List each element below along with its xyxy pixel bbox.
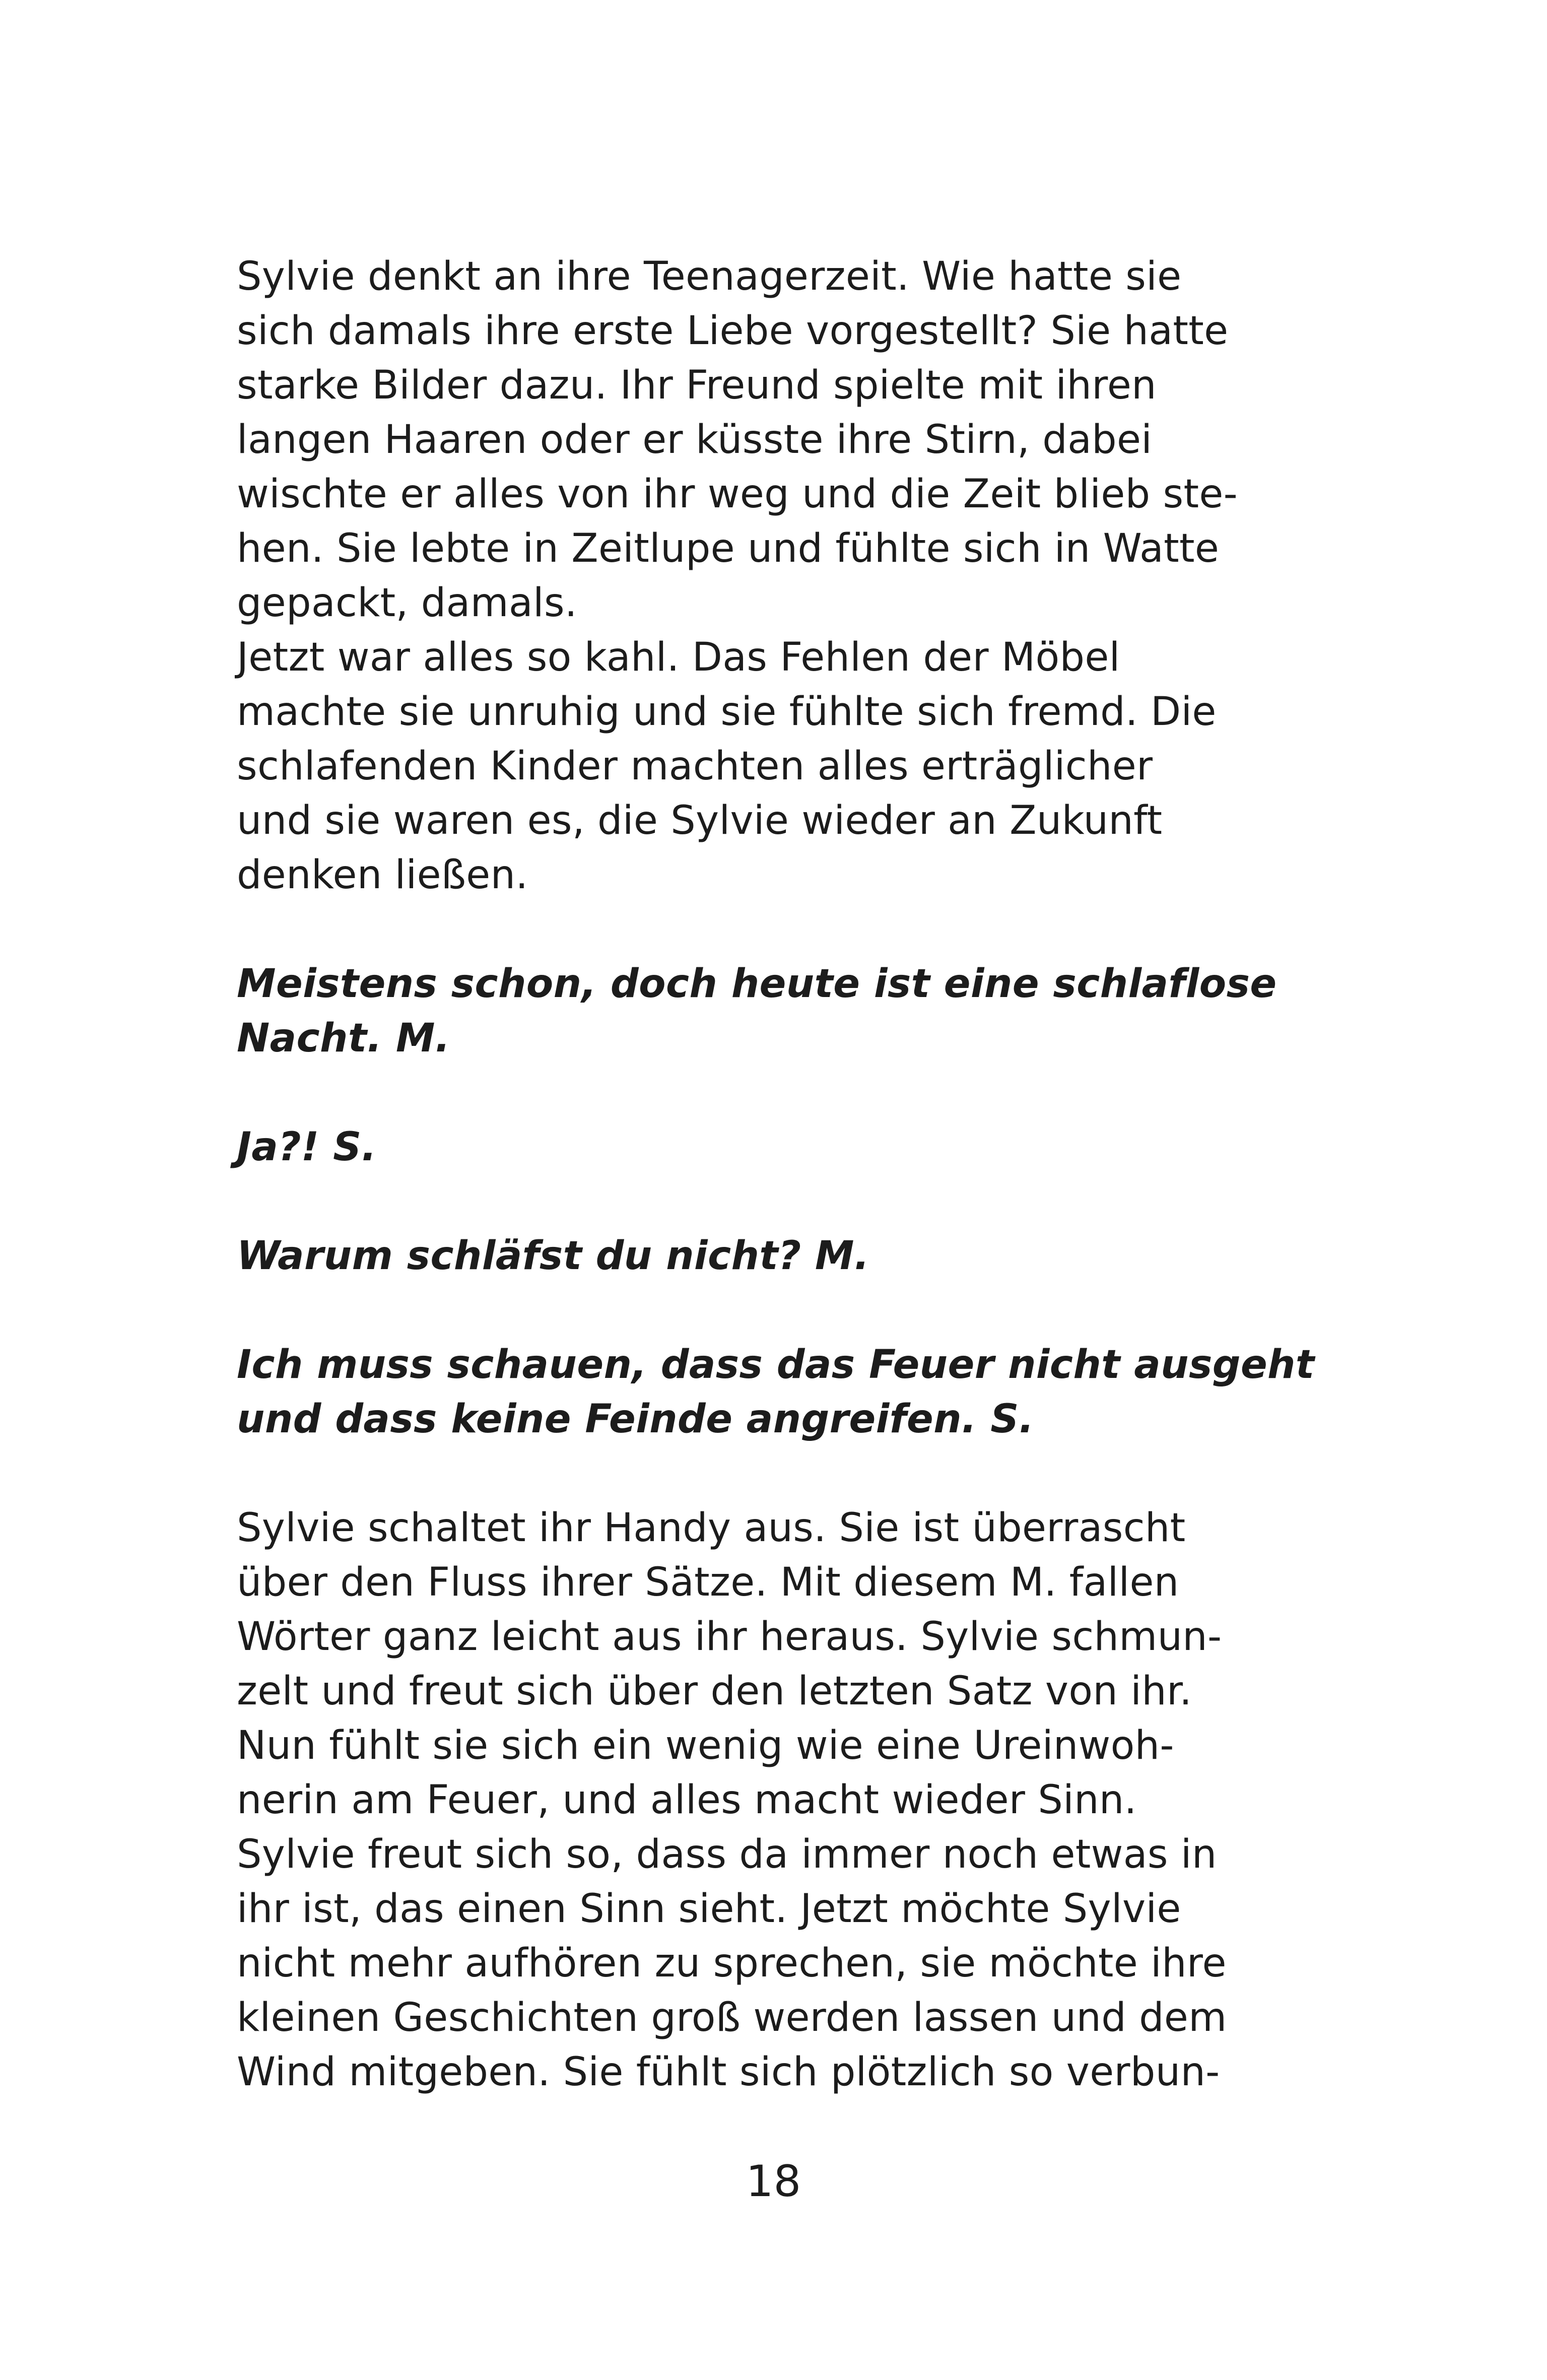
text-line: zelt und freut sich über den letzten Satz von ihr. [237,1669,1192,1714]
text-line: hen. Sie lebte in Zeitlupe und fühlte sich in Watte [237,526,1220,571]
text-line: denken ließen. [237,852,528,898]
paragraph-gap [237,1446,1274,1501]
text-line: über den Fluss ihrer Sätze. Mit diesem M. fallen [237,1560,1179,1605]
text-line: ihr ist, das einen Sinn sieht. Jetzt möchte Sylvie [237,1886,1181,1932]
text-line: gepackt, damals. [237,580,578,626]
text-line: Ja?! S. [237,1125,377,1170]
text-line: machte sie unruhig und sie fühlte sich fremd. Die [237,689,1217,735]
dialog-message [237,1120,1274,1174]
text-line: schlafenden Kinder machten alles erträglicher [237,744,1153,789]
text-line: Wind mitgeben. Sie fühlt sich plötzlich so verbun- [237,2050,1220,2095]
text-line: Nun fühlt sie sich ein wenig wie eine Ureinwoh- [237,1723,1174,1768]
text-line: Ich muss schauen, dass das Feuer nicht ausgeht [237,1342,1315,1387]
text-line: starke Bilder dazu. Ihr Freund spielte mit ihren [237,363,1157,408]
text-line: sich damals ihre erste Liebe vorgestellt? Sie hatte [237,308,1229,354]
page-body [237,249,1315,2099]
text-line: nicht mehr aufhören zu sprechen, sie möchte ihre [237,1941,1227,1986]
text-line: und sie waren es, die Sylvie wieder an Zukunft [237,798,1163,843]
text-line: Jetzt war alles so kahl. Das Fehlen der Möbel [237,635,1120,680]
paragraph-gap [237,902,1274,957]
dialog-message [237,957,1277,1066]
narrative-paragraph [237,249,1274,902]
text-line: Nacht. M. [237,1016,450,1061]
paragraph-gap [237,1066,1274,1120]
dialog-message [237,1338,1315,1446]
text-line: langen Haaren oder er küsste ihre Stirn, dabei [237,417,1153,462]
paragraph-gap [237,1174,1274,1229]
text-line: Sylvie freut sich so, dass da immer noch etwas in [237,1832,1217,1877]
text-line: Warum schläfst du nicht? M. [237,1233,869,1279]
text-line: Meistens schon, doch heute ist eine schlaflose [237,961,1277,1007]
text-line: kleinen Geschichten groß werden lassen und dem [237,1995,1227,2040]
text-line: Sylvie denkt an ihre Teenagerzeit. Wie hatte sie [237,254,1182,299]
text-line: und dass keine Feinde angreifen. S. [237,1397,1034,1442]
text-line: nerin am Feuer, und alles macht wieder Sinn. [237,1777,1137,1823]
paragraph-gap [237,1283,1274,1338]
dialog-message [237,1229,1274,1283]
text-line: Sylvie schaltet ihr Handy aus. Sie ist überrascht [237,1505,1186,1551]
page-number: 18 [746,2156,801,2207]
narrative-paragraph [237,1501,1274,2099]
text-line: Wörter ganz leicht aus ihr heraus. Sylvie schmun- [237,1614,1222,1660]
text-line: wischte er alles von ihr weg und die Zeit blieb ste- [237,472,1238,517]
